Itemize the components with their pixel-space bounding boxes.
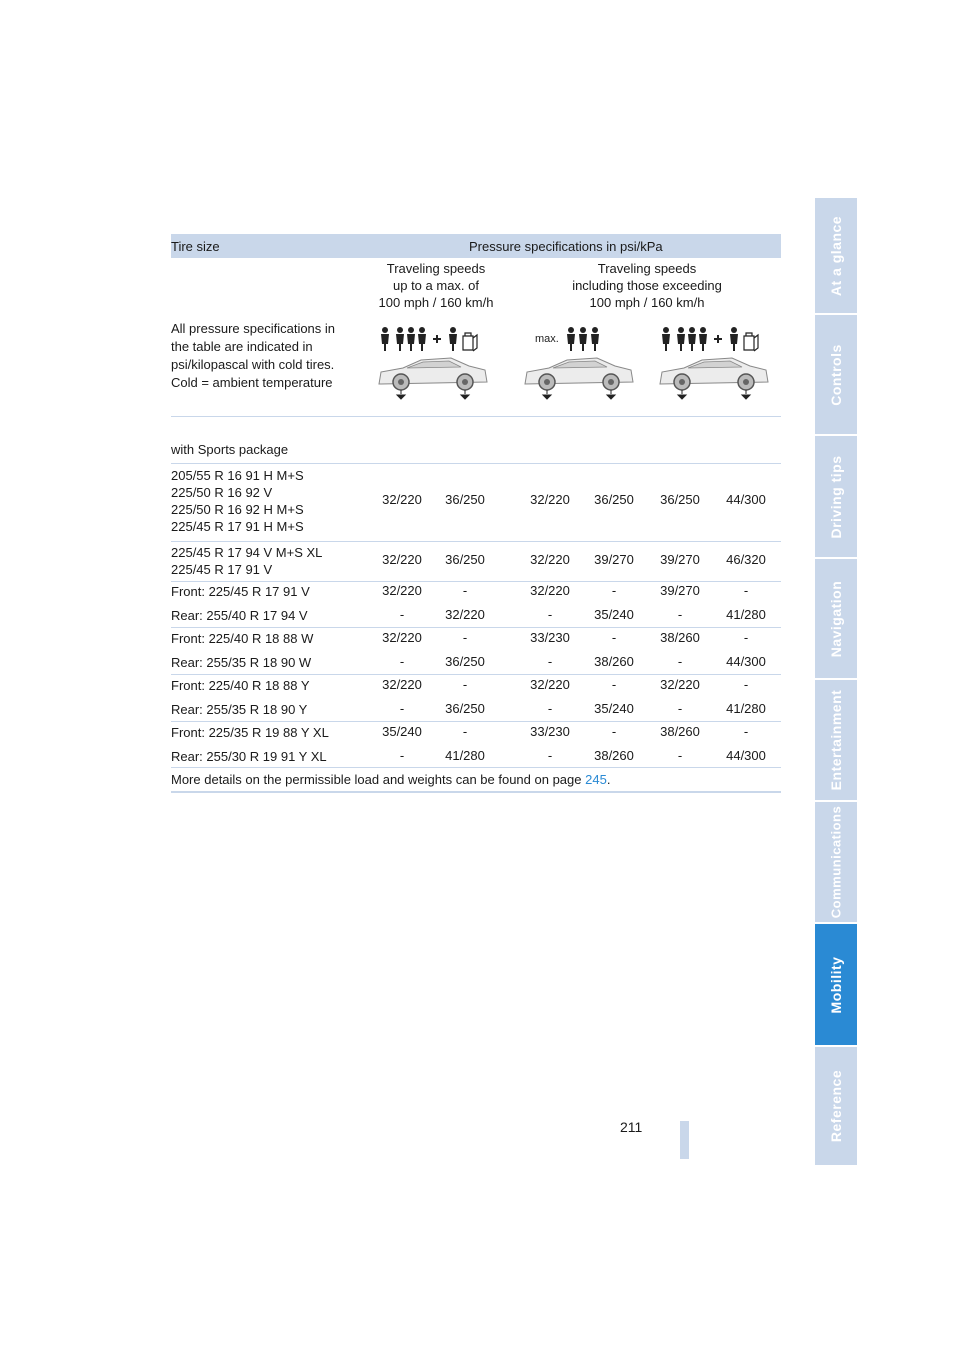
pressure-value: 44/300 — [726, 492, 766, 507]
pressure-value: 39/270 — [594, 552, 634, 567]
pressure-value: - — [399, 654, 405, 669]
pressure-value: 32/220 — [530, 677, 570, 692]
pressure-value: 36/250 — [445, 701, 485, 716]
divider — [171, 581, 781, 582]
pressure-value: 32/220 — [382, 630, 422, 645]
header-tire-size: Tire size — [171, 239, 220, 254]
footer-end: . — [606, 772, 611, 787]
pressure-value: 41/280 — [445, 748, 485, 763]
tire-size-labels — [171, 467, 304, 535]
pressure-value: - — [611, 677, 617, 692]
tab-controls[interactable] — [815, 315, 857, 436]
pressure-value: 46/320 — [726, 552, 766, 567]
tire-size: Rear: 255/35 R 18 90 Y — [171, 702, 308, 717]
pressure-value: - — [743, 724, 749, 739]
pressure-value: - — [743, 583, 749, 598]
tab-label: Mobility — [828, 956, 844, 1013]
tire-size: Front: 225/40 R 18 88 Y — [171, 678, 310, 693]
divider — [171, 721, 781, 722]
tab-label: Navigation — [828, 580, 844, 657]
pressure-value: - — [677, 654, 683, 669]
chapter-tabs — [815, 198, 857, 1167]
tab-communications[interactable] — [815, 802, 857, 924]
tab-label: Communications — [828, 805, 844, 919]
tire-size-labels — [171, 544, 322, 578]
tab-reference[interactable] — [815, 1047, 857, 1167]
pressure-value: - — [547, 701, 553, 716]
pressure-value: 32/220 — [382, 583, 422, 598]
pressure-value: 32/220 — [530, 552, 570, 567]
divider — [171, 674, 781, 675]
tire-size: Front: 225/45 R 17 91 V — [171, 584, 310, 599]
pressure-value: - — [611, 630, 617, 645]
pressure-value: 35/240 — [594, 701, 634, 716]
table-row — [171, 583, 781, 607]
tire-size: Rear: 255/30 R 19 91 Y XL — [171, 749, 327, 764]
pressure-value: 39/270 — [660, 583, 700, 598]
tab-label: Entertainment — [828, 689, 844, 791]
speed-line: including those exceeding — [572, 278, 722, 293]
tire-size: 225/45 R 17 94 V M+S XL — [171, 545, 323, 560]
pressure-value: 33/230 — [530, 724, 570, 739]
tab-label: At a glance — [828, 215, 844, 296]
pressure-value: 44/300 — [726, 748, 766, 763]
pressure-value: 33/230 — [530, 630, 570, 645]
pressure-value: - — [743, 677, 749, 692]
pressure-value: 35/240 — [594, 607, 634, 622]
pressure-value: 32/220 — [530, 583, 570, 598]
pressure-value: 44/300 — [726, 654, 766, 669]
tab-mobility[interactable] — [815, 924, 857, 1047]
tire-size: Front: 225/35 R 19 88 Y XL — [171, 725, 329, 740]
table-row — [171, 748, 781, 772]
table-row — [171, 463, 781, 541]
footer-note — [171, 771, 610, 788]
page-link[interactable]: 245 — [585, 772, 607, 787]
speed-line: up to a max. of — [393, 278, 479, 293]
pressure-value: - — [399, 607, 405, 622]
tire-pressure-table — [171, 234, 781, 787]
divider — [171, 767, 781, 768]
tire-size: 225/50 R 16 92 V — [171, 485, 273, 500]
pressure-value: 36/250 — [445, 654, 485, 669]
pressure-value: 32/220 — [660, 677, 700, 692]
tire-size: Front: 225/40 R 18 88 W — [171, 631, 314, 646]
table-row — [171, 630, 781, 654]
tab-navigation[interactable] — [815, 559, 857, 680]
pressure-value: 36/250 — [445, 492, 485, 507]
pressure-value: 35/240 — [382, 724, 422, 739]
tire-size: Rear: 255/35 R 18 90 W — [171, 655, 312, 670]
max-label: max. — [535, 333, 559, 345]
footer-text: More details on the permissible load and weights can be found on page — [171, 772, 586, 787]
table-row — [171, 541, 781, 581]
pressure-value: 32/220 — [382, 552, 422, 567]
pressure-value: - — [677, 607, 683, 622]
pressure-value: - — [611, 724, 617, 739]
pressure-value: - — [611, 583, 617, 598]
pressure-value: - — [743, 630, 749, 645]
table-header — [171, 234, 781, 258]
pressure-value: 41/280 — [726, 607, 766, 622]
pressure-value: - — [462, 583, 468, 598]
table-row — [171, 677, 781, 701]
pressure-value: 38/260 — [594, 654, 634, 669]
speed-line: Traveling speeds — [597, 261, 697, 276]
tab-label: Controls — [828, 343, 844, 406]
pressure-value: 36/250 — [594, 492, 634, 507]
pressure-value: 32/220 — [530, 492, 570, 507]
pressure-value: 38/260 — [660, 630, 700, 645]
tire-size: 225/45 R 17 91 H M+S — [171, 519, 304, 534]
pressure-value: - — [547, 748, 553, 763]
pressure-value: - — [462, 677, 468, 692]
full-load-car-icon — [654, 324, 774, 400]
tab-label: Reference — [828, 1069, 844, 1143]
pressure-value: - — [677, 701, 683, 716]
page-number-bar — [680, 1121, 689, 1159]
full-load-car-icon — [373, 324, 493, 400]
pressure-value: - — [547, 607, 553, 622]
tire-size: 205/55 R 16 91 H M+S — [171, 468, 304, 483]
pressure-value: 36/250 — [660, 492, 700, 507]
divider — [171, 416, 781, 417]
pressure-value: 36/250 — [445, 552, 485, 567]
max-occupants-car-icon — [519, 324, 639, 400]
pressure-value: 38/260 — [594, 748, 634, 763]
pressure-value: - — [462, 724, 468, 739]
page-number: 211 — [620, 1119, 643, 1135]
tire-size: 225/50 R 16 92 H M+S — [171, 502, 304, 517]
header-pressure: Pressure specifications in psi/kPa — [469, 239, 663, 254]
speed-up-to — [356, 260, 516, 311]
pressure-value: 38/260 — [660, 724, 700, 739]
divider — [171, 627, 781, 628]
speed-line: Traveling speeds — [386, 261, 486, 276]
table-bottom-border — [171, 791, 781, 793]
pressure-value: - — [547, 654, 553, 669]
tab-driving-tips[interactable] — [815, 436, 857, 559]
pressure-value: 41/280 — [726, 701, 766, 716]
pressure-value: 32/220 — [382, 492, 422, 507]
pressure-value: - — [677, 748, 683, 763]
speed-exceeding — [549, 260, 745, 311]
speed-line: 100 mph / 160 km/h — [589, 295, 705, 310]
pressure-value: 39/270 — [660, 552, 700, 567]
tab-at-a-glance[interactable] — [815, 198, 857, 315]
pressure-value: 32/220 — [445, 607, 485, 622]
pressure-value: - — [399, 701, 405, 716]
tab-label: Driving tips — [828, 454, 844, 539]
pressure-value: 32/220 — [382, 677, 422, 692]
pressure-value: - — [462, 630, 468, 645]
pressure-value: - — [399, 748, 405, 763]
tire-size: Rear: 255/40 R 17 94 V — [171, 608, 308, 623]
table-row — [171, 724, 781, 748]
section-label: with Sports package — [171, 442, 289, 457]
speed-line: 100 mph / 160 km/h — [378, 295, 494, 310]
tire-size: 225/45 R 17 91 V — [171, 562, 273, 577]
cold-tire-note: All pressure specifications in the table are indicated in psi/kilopascal with cold tires. Cold = ambient temperature — [171, 321, 336, 390]
tab-entertainment[interactable] — [815, 680, 857, 802]
